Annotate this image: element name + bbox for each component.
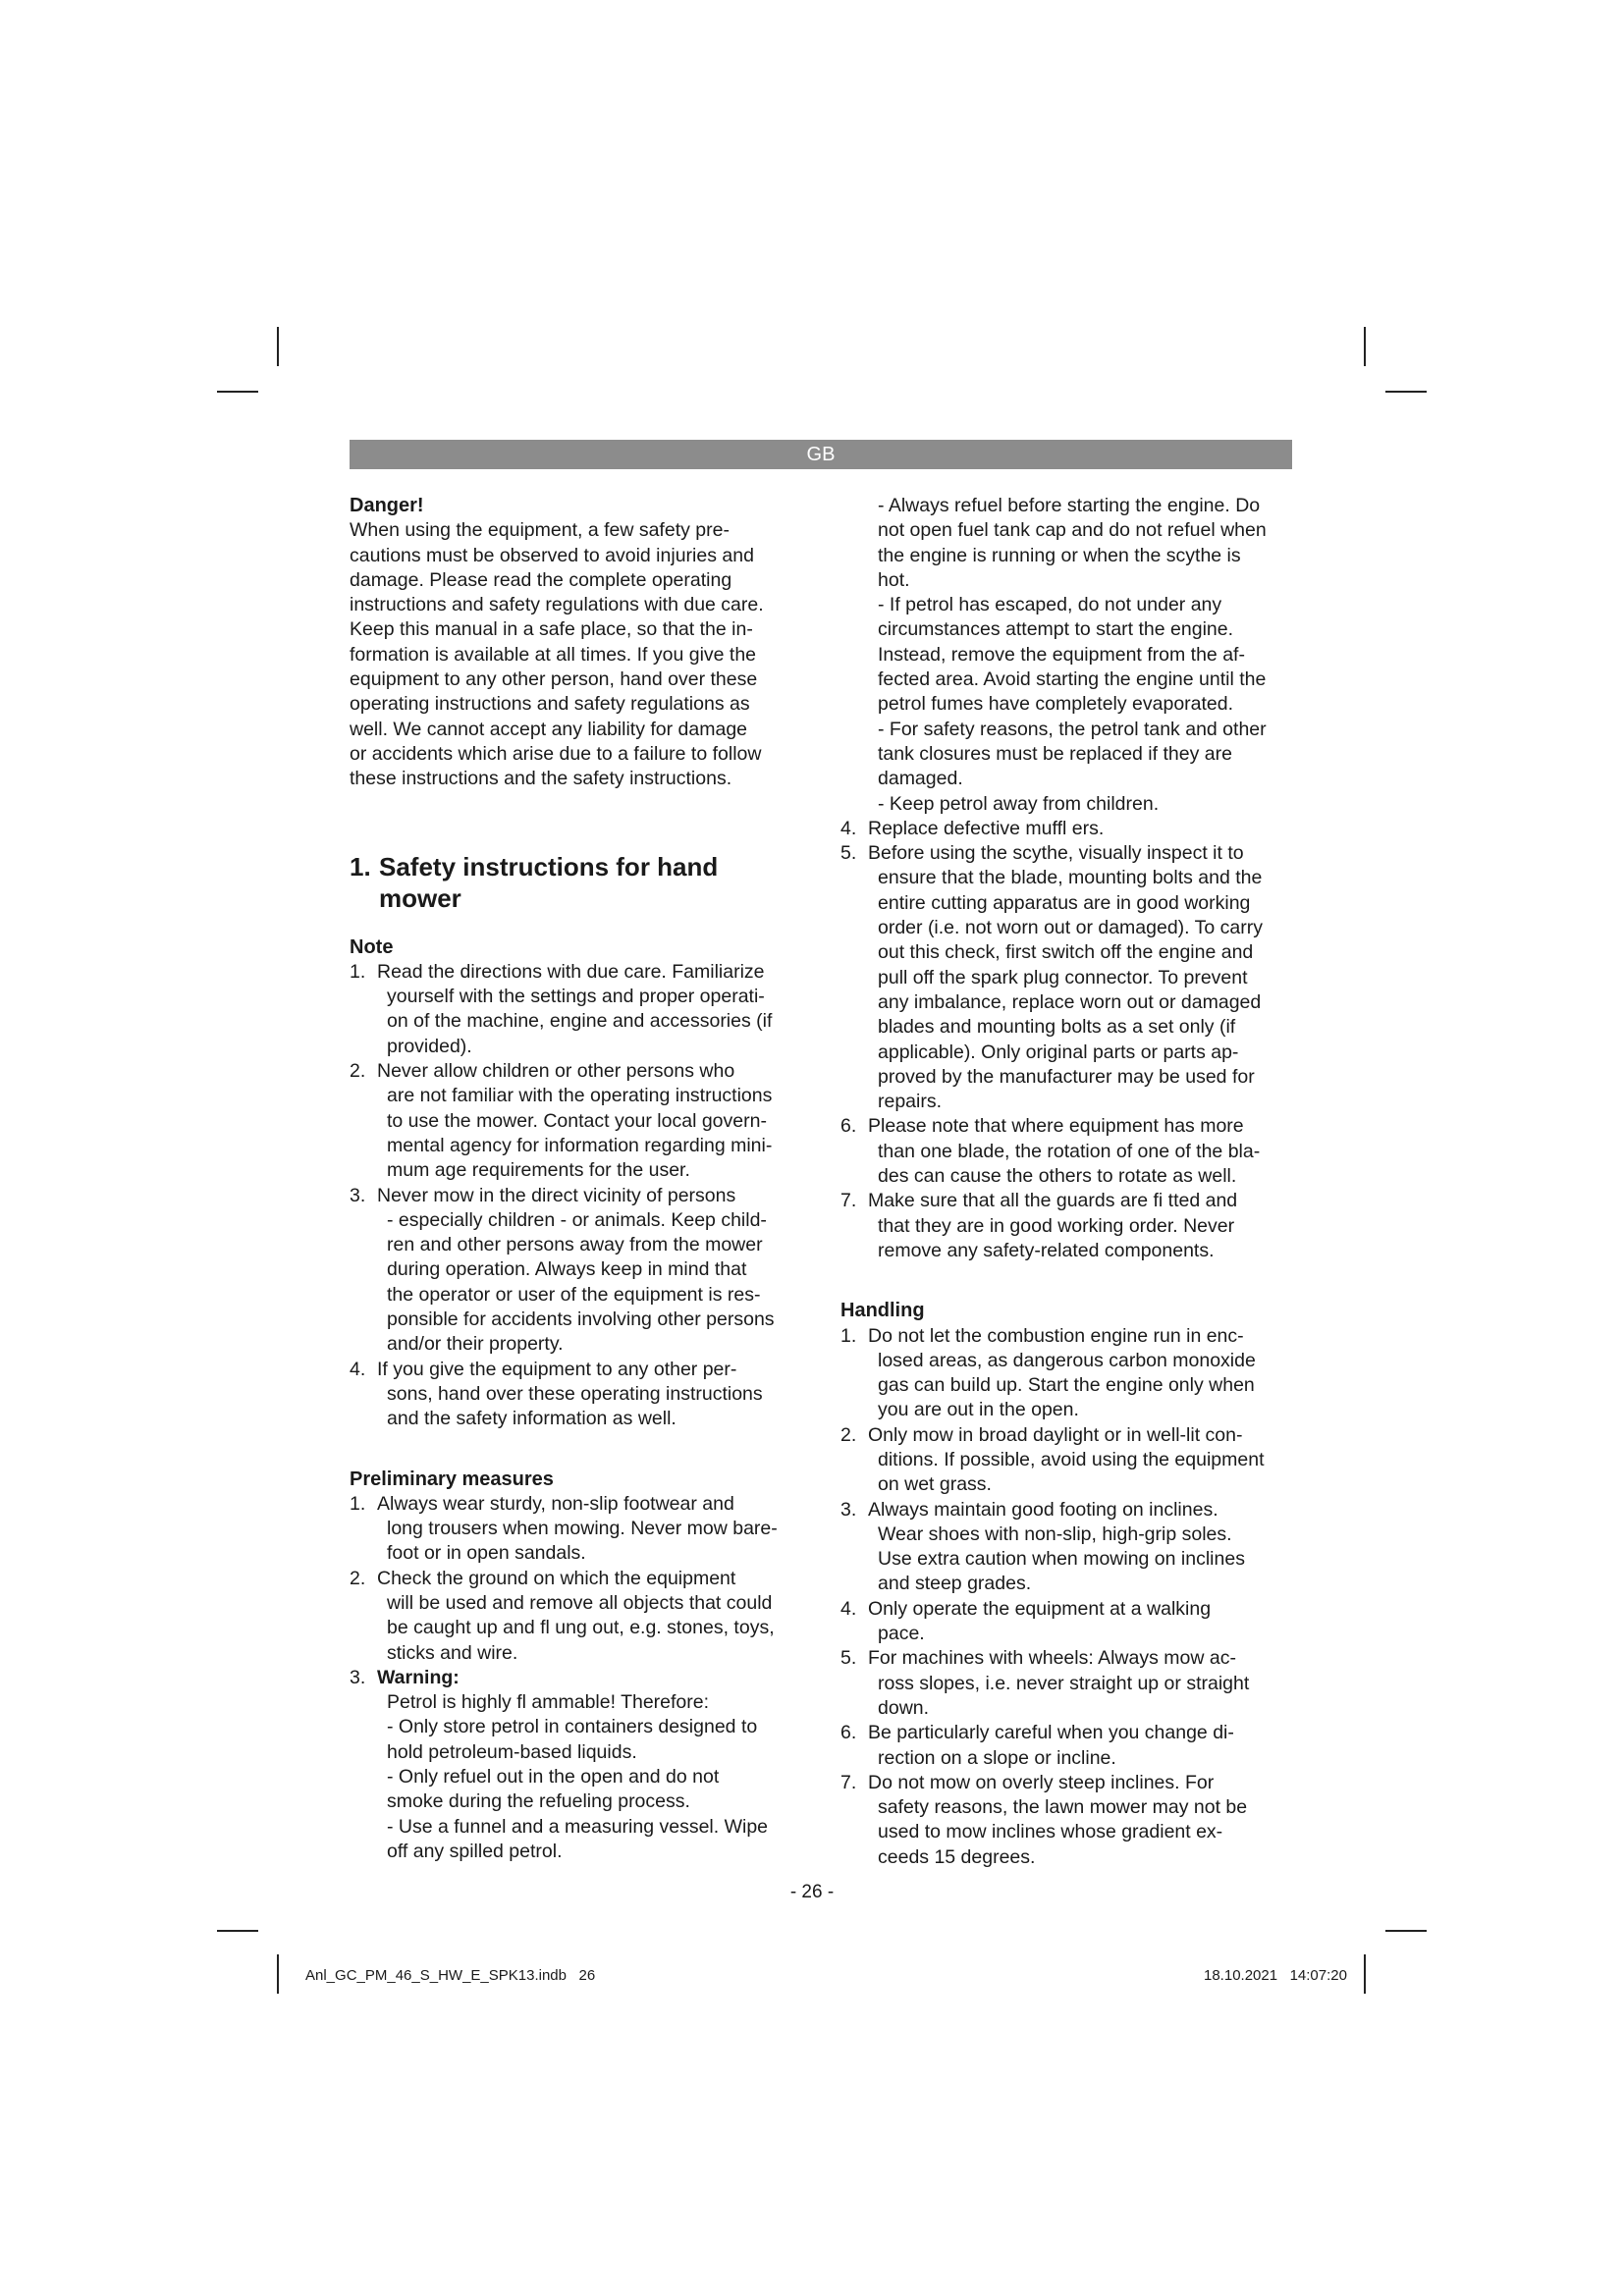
text-line: used to mow inclines whose gradient ex-: [878, 1821, 1223, 1843]
item-number: 5.: [840, 1647, 857, 1670]
item-number: 4.: [350, 1358, 366, 1380]
text-line: off any spilled petrol.: [387, 1840, 563, 1862]
text-line: sticks and wire.: [387, 1641, 518, 1664]
text-line: Read the directions with due care. Familiarize: [377, 960, 765, 983]
text-line: sons, hand over these operating instructions: [387, 1382, 763, 1405]
text-line: tank closures must be replaced if they are: [878, 742, 1232, 765]
text-line: mum age requirements for the user.: [387, 1159, 690, 1182]
text-line: Replace defective muffl ers.: [868, 817, 1105, 839]
text-line: Only mow in broad daylight or in well-lit con-: [868, 1423, 1243, 1446]
text-line: these instructions and the safety instructions.: [350, 768, 732, 790]
item-number: 4.: [840, 817, 857, 839]
list-item: [350, 1492, 801, 1567]
item-number: 6.: [840, 1722, 857, 1744]
text-line: than one blade, the rotation of one of the bla-: [878, 1140, 1261, 1162]
text-line: cautions must be observed to avoid injuries and: [350, 544, 754, 566]
text-line: - Use a funnel and a measuring vessel. Wipe: [387, 1815, 769, 1838]
text-line: - especially children - or animals. Keep child-: [387, 1208, 767, 1231]
text-line: hot.: [878, 568, 910, 591]
text-line: When using the equipment, a few safety pre-: [350, 519, 730, 542]
crop-mark: [217, 391, 258, 393]
text-line: - Always refuel before starting the engine. Do: [878, 495, 1261, 516]
item-number: 2.: [840, 1423, 857, 1446]
text-line: formation is available at all times. If you give the: [350, 643, 757, 666]
text-line: mental agency for information regarding mini-: [387, 1134, 773, 1156]
text-line: - If petrol has escaped, do not under any: [878, 594, 1222, 616]
text-line: ditions. If possible, avoid using the equipment: [878, 1448, 1265, 1470]
text-line: pace.: [878, 1623, 925, 1645]
text-line: or accidents which arise due to a failure to follow: [350, 742, 762, 765]
text-line: the engine is running or when the scythe is: [878, 544, 1241, 566]
crop-mark: [1364, 1954, 1366, 1994]
text-line: will be used and remove all objects that could: [387, 1591, 773, 1614]
text-line: damage. Please read the complete operating: [350, 568, 732, 591]
text-line: losed areas, as dangerous carbon monoxide: [878, 1349, 1256, 1371]
text-line: Keep this manual in a safe place, so that the in-: [350, 618, 753, 641]
footer-filename: Anl_GC_PM_46_S_HW_E_SPK13.indb 26: [305, 1967, 596, 1984]
list-item: [840, 1498, 1292, 1597]
text-line: gas can build up. Start the engine only when: [878, 1374, 1255, 1397]
text-line: the operator or user of the equipment is res-: [387, 1283, 761, 1306]
handling-list: [840, 1324, 1292, 1871]
text-line: repairs.: [878, 1091, 943, 1113]
list-item: [350, 1666, 801, 1864]
footer-datetime: 18.10.2021 14:07:20: [1204, 1967, 1347, 1984]
text-line: If you give the equipment to any other per-: [377, 1358, 737, 1380]
preliminary-heading: Preliminary measures: [350, 1468, 554, 1490]
text-line: that they are in good working order. Never: [878, 1214, 1235, 1237]
item-number: 3.: [840, 1498, 857, 1521]
text-line: operating instructions and safety regulations as: [350, 693, 750, 716]
text-line: - Only store petrol in containers designed to: [387, 1716, 758, 1738]
left-column: [350, 494, 801, 1864]
text-line: - Only refuel out in the open and do not: [387, 1766, 720, 1789]
list-item: [840, 1646, 1292, 1721]
crop-mark: [1385, 391, 1427, 393]
list-item: [350, 1059, 801, 1183]
list-item: [350, 1567, 801, 1666]
text-line: smoke during the refueling process.: [387, 1790, 690, 1813]
text-line: Do not let the combustion engine run in enc-: [868, 1324, 1244, 1347]
section-title-line: mower: [379, 882, 461, 913]
text-line: provided).: [387, 1035, 472, 1057]
text-line: circumstances attempt to start the engine.: [878, 618, 1234, 641]
text-line: Make sure that all the guards are fi tted and: [868, 1190, 1238, 1212]
text-line: For machines with wheels: Always mow ac-: [868, 1647, 1236, 1670]
item-number: 1.: [840, 1324, 857, 1347]
text-line: ponsible for accidents involving other persons: [387, 1308, 775, 1331]
text-line: Petrol is highly fl ammable! Therefore:: [387, 1691, 710, 1714]
text-line: Be particularly careful when you change di-: [868, 1722, 1234, 1744]
list-item: [840, 1324, 1292, 1423]
list-item: [840, 1189, 1292, 1263]
item-number: 1.: [350, 960, 366, 983]
crop-mark: [277, 327, 279, 366]
preliminary-list-continued: [840, 817, 1292, 1263]
item-number: 1.: [350, 1492, 366, 1515]
text-line: Instead, remove the equipment from the af-: [878, 643, 1245, 666]
text-line: Wear shoes with non-slip, high-grip soles.: [878, 1522, 1232, 1545]
list-item: [840, 1423, 1292, 1498]
item-number: 5.: [840, 842, 857, 865]
item-number: 2.: [350, 1567, 366, 1589]
preliminary-list: [350, 1492, 801, 1864]
text-line: during operation. Always keep in mind that: [387, 1258, 747, 1281]
item-number: 2.: [350, 1060, 366, 1083]
text-line: ceeds 15 degrees.: [878, 1845, 1036, 1868]
danger-heading: Danger!: [350, 495, 424, 516]
section-title-line: Safety instructions for hand: [379, 851, 719, 881]
text-line: blades and mounting bolts as a set only (if: [878, 1016, 1236, 1039]
text-line: Never mow in the direct vicinity of persons: [377, 1184, 736, 1206]
text-line: entire cutting apparatus are in good working: [878, 891, 1251, 914]
text-line: on of the machine, engine and accessories (if: [387, 1010, 773, 1033]
item-number: 3.: [350, 1184, 366, 1206]
right-column: [840, 494, 1292, 1870]
text-line: ensure that the blade, mounting bolts and the: [878, 867, 1263, 889]
note-list: [350, 960, 801, 1432]
text-line: Before using the scythe, visually inspect it to: [868, 842, 1244, 865]
text-line: Only operate the equipment at a walking: [868, 1597, 1212, 1620]
list-item: [840, 841, 1292, 1114]
refuel-paragraph: [840, 494, 1292, 817]
text-line: remove any safety-related components.: [878, 1239, 1215, 1261]
text-line: rection on a slope or incline.: [878, 1746, 1116, 1769]
page-number: - 26 -: [789, 1882, 835, 1902]
text-line: Always wear sturdy, non-slip footwear and: [377, 1492, 734, 1515]
item-number: 3.: [350, 1666, 366, 1688]
text-line: Never allow children or other persons who: [377, 1060, 735, 1083]
text-line: equipment to any other person, hand over these: [350, 668, 758, 691]
text-line: pull off the spark plug connector. To prevent: [878, 966, 1248, 988]
warning-label: Warning:: [377, 1666, 460, 1688]
note-heading: Note: [350, 935, 394, 958]
text-line: damaged.: [878, 768, 963, 790]
text-line: Use extra caution when mowing on inclines: [878, 1548, 1245, 1571]
list-item: [840, 817, 1292, 841]
section-number: 1.: [350, 851, 371, 881]
text-line: Always maintain good footing on inclines.: [868, 1498, 1218, 1521]
crop-mark: [277, 1954, 279, 1994]
text-line: well. We cannot accept any liability for damage: [350, 718, 748, 740]
language-header-bar: GB: [350, 440, 1292, 469]
text-line: proved by the manufacturer may be used for: [878, 1065, 1255, 1088]
text-line: hold petroleum-based liquids.: [387, 1740, 637, 1763]
text-line: Please note that where equipment has more: [868, 1115, 1244, 1138]
text-line: applicable). Only original parts or parts ap-: [878, 1041, 1239, 1063]
crop-mark: [217, 1930, 258, 1932]
item-number: 7.: [840, 1771, 857, 1793]
text-line: safety reasons, the lawn mower may not be: [878, 1796, 1248, 1819]
crop-mark: [1385, 1930, 1427, 1932]
text-line: Do not mow on overly steep inclines. For: [868, 1771, 1215, 1793]
text-line: out this check, first switch off the engine and: [878, 941, 1254, 964]
text-line: down.: [878, 1696, 930, 1719]
text-line: on wet grass.: [878, 1473, 992, 1496]
danger-paragraph: [350, 518, 801, 791]
text-line: and/or their property.: [387, 1333, 564, 1356]
list-item: [840, 1771, 1292, 1870]
text-line: you are out in the open.: [878, 1399, 1079, 1421]
list-item: [840, 1114, 1292, 1189]
text-line: to use the mower. Contact your local govern-: [387, 1109, 767, 1132]
list-item: [840, 1597, 1292, 1647]
text-line: not open fuel tank cap and do not refuel when: [878, 519, 1267, 542]
text-line: any imbalance, replace worn out or damaged: [878, 990, 1262, 1013]
text-line: - For safety reasons, the petrol tank and other: [878, 718, 1267, 740]
list-item: [350, 1184, 801, 1358]
text-line: fected area. Avoid starting the engine until the: [878, 668, 1267, 691]
text-line: Check the ground on which the equipment: [377, 1567, 736, 1589]
text-line: be caught up and fl ung out, e.g. stones, toys,: [387, 1617, 775, 1639]
text-line: and steep grades.: [878, 1573, 1032, 1595]
text-line: yourself with the settings and proper operati-: [387, 986, 765, 1008]
item-number: 7.: [840, 1190, 857, 1212]
text-line: and the safety information as well.: [387, 1408, 677, 1430]
handling-heading: Handling: [840, 1300, 925, 1322]
text-line: des can cause the others to rotate as well.: [878, 1165, 1237, 1188]
item-number: 6.: [840, 1115, 857, 1138]
list-item: [840, 1721, 1292, 1771]
text-line: foot or in open sandals.: [387, 1542, 586, 1565]
text-line: - Keep petrol away from children.: [878, 792, 1160, 815]
text-line: ren and other persons away from the mower: [387, 1234, 763, 1256]
text-line: instructions and safety regulations with due care.: [350, 594, 764, 616]
list-item: [350, 960, 801, 1059]
list-item: [350, 1358, 801, 1432]
text-line: order (i.e. not worn out or damaged). To carry: [878, 917, 1263, 939]
text-line: long trousers when mowing. Never mow bare-: [387, 1518, 778, 1540]
section-title: [350, 851, 801, 914]
text-line: petrol fumes have completely evaporated.: [878, 693, 1234, 716]
text-line: are not familiar with the operating instructions: [387, 1085, 773, 1107]
text-line: ross slopes, i.e. never straight up or straight: [878, 1672, 1250, 1694]
crop-mark: [1364, 327, 1366, 366]
item-number: 4.: [840, 1597, 857, 1620]
